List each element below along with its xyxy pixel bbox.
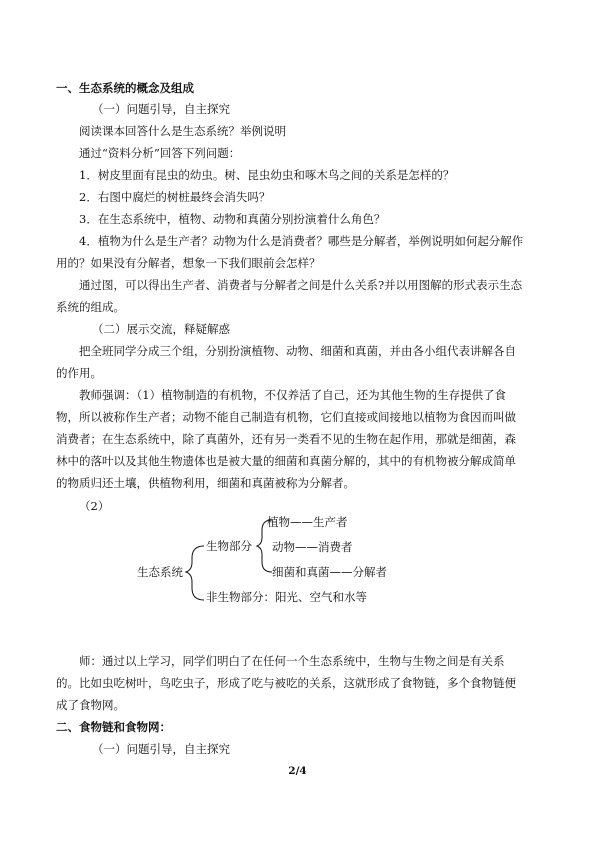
paragraph: 师：通过以上学习，同学们明白了在任何一个生态系统中，生物与生物之间是有关系 (79, 654, 505, 668)
paragraph: 通过图，可以得出生产者、消费者与分解者之间是什么关系?并以用图解的形式表示生态 (79, 278, 523, 292)
paragraph-cont: 的作用。 (56, 366, 102, 380)
paragraph-cont: 的物质归还土壤，供植物利用，细菌和真菌被称为分解者。 (56, 476, 355, 490)
ecosystem-root: 生态系统 (137, 565, 183, 579)
paragraph: 通过“资料分析”回答下列问题： (79, 146, 241, 160)
ecosystem-diagram (120, 506, 420, 610)
paragraph-cont: 的。比如虫吃树叶，鸟吃虫子，形成了吃与被吃的关系，这就形成了食物链，多个食物链便 (56, 676, 516, 690)
abiotic-part: 非生物部分：阳光、空气和水等 (206, 590, 367, 604)
consumer-item: 动物——消费者 (272, 540, 353, 554)
subheading-inquiry: （一）问题引导，自主探究 (92, 102, 230, 116)
root-brace (186, 546, 204, 600)
subheading-inquiry-2: （一）问题引导，自主探究 (92, 742, 230, 756)
paragraph: 把全班同学分成三个组，分别扮演植物、动物、细菌和真菌，并由各小组代表讲解各自 (79, 344, 516, 358)
paragraph-cont: 消费者；在生态系统中，除了真菌外，还有另一类看不见的生物在起作用，那就是细菌，森 (56, 432, 516, 446)
question-4-cont: 用的？如果没有分解者，想象一下我们眼前会怎样？ (56, 256, 321, 270)
paragraph-cont: 林中的落叶以及其他生物遗体也是被大量的细菌和真菌分解的，其中的有机物被分解成简单 (56, 454, 516, 468)
subheading-exchange: （二）展示交流，释疑解惑 (92, 322, 230, 336)
question-3: 3．在生态系统中，植物、动物和真菌分别扮演着什么角色？ (79, 212, 386, 226)
section-heading-2: 二、食物链和食物网： (56, 720, 171, 734)
question-4: 4．植物为什么是生产者？动物为什么是消费者？哪些是分解者，举例说明如何起分解作 (79, 234, 524, 248)
page-number: 2/4 (288, 765, 307, 777)
paragraph-cont: 系统的组成。 (56, 300, 125, 314)
paragraph: （2） (79, 499, 110, 513)
decomposer-item: 细菌和真菌——分解者 (272, 565, 387, 579)
question-2: 2．右图中腐烂的树桩最终会消失吗？ (79, 190, 271, 204)
producer-item: 植物——生产者 (267, 515, 348, 529)
paragraph: 教师强调：（1）植物制造的有机物，不仅养活了自己，还为其他生物的生存提供了食 (79, 388, 507, 402)
section-heading-1: 一、生态系统的概念及组成 (56, 81, 194, 95)
paragraph-cont: 成了食物网。 (56, 698, 125, 712)
question-1: 1．树皮里面有昆虫的幼虫。树、昆虫幼虫和啄木鸟之间的关系是怎样的？ (79, 168, 455, 182)
biotic-part: 生物部分 (206, 539, 252, 553)
paragraph: 阅读课本回答什么是生态系统？举例说明 (79, 124, 286, 138)
paragraph-cont: 物，所以被称作生产者；动物不能自己制造有机物，它们直接或间接地以植物为食因而叫做 (56, 410, 516, 424)
